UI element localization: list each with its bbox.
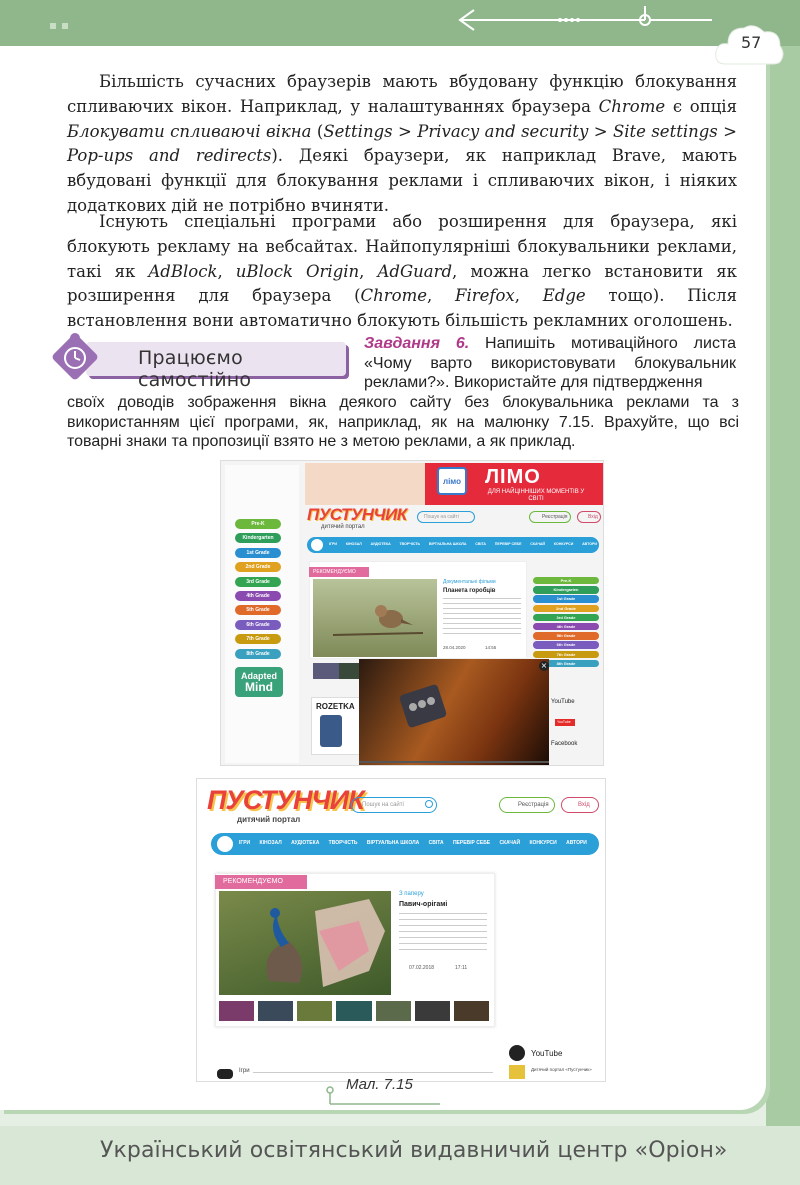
youtube-label: YouTube (531, 1049, 563, 1058)
nav-item[interactable]: ТВОРЧІСТЬ (328, 840, 358, 846)
text-run: , (427, 286, 455, 306)
ad-brand: ЛІМО (485, 466, 541, 488)
article-title[interactable]: Павич-орігамі (399, 901, 448, 908)
text-run: uBlock Origin (235, 261, 360, 281)
nav-item[interactable]: АУДІОТЕКА (291, 840, 320, 846)
article-time: 17:11 (455, 965, 468, 971)
nav-item[interactable]: СВІТА (475, 542, 487, 546)
thumbnail[interactable] (258, 1001, 293, 1021)
games-divider (253, 1072, 493, 1073)
text-run: AdBlock (148, 261, 218, 281)
puzzle-clock-icon (48, 332, 104, 384)
screenshot-with-ads (220, 460, 604, 766)
nav-item[interactable]: ПЕРЕВІР СЕБЕ (452, 840, 491, 846)
arrow-decoration-icon (450, 4, 720, 32)
nav-item[interactable]: АВТОРИ (566, 840, 587, 846)
task-text-top (364, 334, 736, 393)
grade-button[interactable]: 5th Grade (235, 605, 281, 615)
site-logo-subtitle: дитячий портал (237, 815, 301, 824)
close-icon[interactable]: × (540, 661, 548, 670)
self-work-badge (48, 332, 348, 391)
nav-item[interactable]: ПЕРЕВІР СЕБЕ (494, 542, 522, 546)
article-excerpt-lines (399, 913, 487, 953)
nav-item[interactable]: КІНОЗАЛ (259, 840, 282, 846)
text-run: Firefox (455, 286, 515, 306)
nav-item[interactable]: АВТОРИ (582, 542, 597, 546)
right-band (766, 46, 800, 1126)
youtube-subscribe-button[interactable]: YouTube (555, 719, 575, 726)
text-run: Більшість сучасних браузерів мають вбудовану функцію блокування спливаючих вікон. Наприклад, у налаштуваннях браузера (67, 72, 737, 116)
nav-item[interactable]: ТВОРЧІСТЬ (399, 542, 421, 546)
grade-button[interactable]: 3rd Grade (235, 577, 281, 587)
task-title: Завдання 6. (364, 335, 470, 352)
nav-item[interactable]: КОНКУРСИ (553, 542, 574, 546)
home-icon[interactable] (311, 539, 323, 551)
text-run: , (217, 261, 236, 281)
text-run: Блокувати спливаючі вікна (67, 121, 312, 141)
text-run: , (514, 286, 543, 306)
phone-in-hand-icon (395, 683, 455, 735)
text-run: Edge (542, 286, 586, 306)
thumbnail[interactable] (454, 1001, 489, 1021)
grade-button[interactable]: 8th Grade (533, 660, 599, 667)
text-run: ). Деякі браузери, як наприклад Brave, мають вбудовані функції для блокування реклами і спливаючих вікон, і ніяких додаткових дій не потрібно вчиняти. (67, 146, 737, 215)
ad-slogan: ДЛЯ НАЙЦІННІШИХ МОМЕНТІВ У СВІТІ (487, 489, 585, 502)
publisher-footer: Український освітянський видавничий центр «Оріон» (100, 1138, 728, 1163)
site-nav (211, 833, 599, 855)
paragraph-ad-blockers (67, 210, 737, 334)
sparrow-image-icon (313, 579, 437, 657)
nav-item[interactable]: СВІТА (428, 840, 444, 846)
grade-button[interactable]: 5th Grade (533, 632, 599, 639)
thumbnail[interactable] (339, 663, 359, 679)
text-run: Settings > Privacy and security > Site settings > Pop-ups and redirects (67, 121, 738, 166)
text-run: AdGuard (377, 261, 453, 281)
sparrow-photo[interactable] (313, 579, 437, 657)
article-date: 28.04.2020 (443, 645, 466, 650)
grade-button[interactable]: 1st Grade (235, 548, 281, 558)
nav-item[interactable]: ІГРИ (329, 542, 338, 546)
badge-label: Працюємо самостійно (138, 347, 252, 391)
screenshot-without-ads (196, 778, 606, 1082)
rozetka-ad[interactable]: ROZETKA (311, 697, 363, 755)
task-text-bottom: своїх доводів зображення вікна деякого сайту без блокувальника реклами та з використанням цієї програми, як, наприклад, як на малюнку 7.15. Врахуйте, що всі товарні знаки та пропозиції взято не з метою реклами, а як приклад. (67, 394, 739, 450)
article-date: 07.02.2018 (409, 965, 435, 971)
peacock-photo[interactable] (219, 891, 391, 995)
site-nav (307, 537, 599, 553)
grade-button[interactable]: 6th Grade (235, 620, 281, 630)
site-logo-subtitle: дитячий портал (321, 524, 365, 530)
grade-button[interactable]: 6th Grade (533, 641, 599, 648)
grade-button[interactable]: 7th Grade (533, 651, 599, 658)
home-icon[interactable] (217, 836, 233, 852)
grades-left-list (235, 519, 283, 663)
article-category[interactable]: Документальні фільми (443, 579, 496, 585)
recommended-label: РЕКОМЕНДУЄМО (215, 875, 307, 889)
ad-banner-left-art (305, 463, 425, 505)
video-progress[interactable] (359, 761, 549, 763)
youtube-label: YouTube (551, 699, 575, 705)
facebook-label: Facebook (551, 741, 578, 747)
search-icon[interactable] (425, 800, 433, 808)
grade-button[interactable]: Kindergarten (235, 533, 281, 543)
login-button[interactable]: Вхід (561, 797, 599, 813)
globe-icon (509, 1045, 525, 1061)
nav-item[interactable]: СКАЧАЙ (499, 840, 521, 846)
register-button[interactable]: Реєстрація (529, 511, 571, 523)
search-input[interactable]: Пошук на сайті (417, 511, 475, 523)
figure-caption: Мал. 7.15 (346, 1076, 413, 1093)
text-run: , (359, 261, 378, 281)
text-run: ( (311, 121, 324, 141)
thumbnail-strip (219, 1001, 489, 1021)
grade-button[interactable]: Pre-K (533, 577, 599, 584)
nav-item[interactable]: СКАЧАЙ (530, 542, 546, 546)
text-run: тощо). Після встановлення вони автоматично блокують більшість рекламних оголошень. (67, 286, 737, 331)
task-text-a: Напишіть мотиваційного листа «Чому варто використовувати блокувальник реклами?». Використайте для підтвердження (364, 335, 736, 391)
site-logo[interactable]: ПУСТУНЧИК (307, 505, 407, 524)
phone-image (320, 715, 342, 747)
grade-button[interactable]: 2nd Grade (235, 562, 281, 572)
youtube-channel-name[interactable]: Дитячий портал «Пустунчик» (531, 1067, 592, 1072)
nav-item[interactable]: ІГРИ (239, 840, 251, 846)
nav-item[interactable]: АУДІОТЕКА (370, 542, 391, 546)
video-popup-ad[interactable] (359, 659, 549, 765)
page-number: 57 (741, 33, 762, 52)
nav-item[interactable]: КОНКУРСИ (529, 840, 557, 846)
grade-button[interactable]: 8th Grade (235, 649, 281, 659)
nav-items (329, 542, 597, 546)
login-button[interactable]: Вхід (577, 511, 601, 523)
nav-items (239, 840, 587, 846)
youtube-channel-avatar[interactable] (509, 1065, 525, 1079)
recommended-label: РЕКОМЕНДУЄМО (309, 567, 369, 577)
grade-button[interactable]: 1st Grade (533, 595, 599, 602)
grade-button[interactable]: 7th Grade (235, 634, 281, 644)
games-label: Ігри (239, 1068, 250, 1074)
ad-banner[interactable] (305, 463, 603, 505)
text-run: Chrome (360, 286, 427, 306)
grade-button[interactable]: Kindergarten (533, 586, 599, 593)
site-logo[interactable]: ПУСТУНЧИК (207, 785, 364, 815)
thumbnail[interactable] (376, 1001, 411, 1021)
article-category[interactable]: З паперу (399, 891, 424, 897)
paragraph-popup-blocking (67, 70, 737, 219)
grade-button[interactable]: 4th Grade (235, 591, 281, 601)
text-run: Існують спеціальні програми або розширення для браузера, які блокують рекламу на вебсайтах. Найпопулярніші блокувальники реклами, такі як (67, 212, 737, 281)
article-excerpt-lines (443, 598, 521, 638)
article-title[interactable]: Планета горобців (443, 588, 496, 594)
grade-button[interactable]: 3rd Grade (533, 614, 599, 621)
grade-button[interactable]: Pre-K (235, 519, 281, 529)
text-run: Chrome (598, 96, 666, 116)
top-dots-decoration (50, 14, 80, 20)
article-time: 14:55 (485, 645, 497, 650)
thumbnail[interactable] (297, 1001, 332, 1021)
grade-button[interactable]: 4th Grade (533, 623, 599, 630)
thumbnail[interactable] (219, 1001, 254, 1021)
gamepad-icon (217, 1069, 233, 1079)
text-run: , можна легко встановити як розширення для браузера ( (67, 261, 737, 306)
ad-pack-image: лімо (437, 467, 467, 495)
search-input[interactable]: Пошук на сайті (351, 797, 437, 813)
thumbnail[interactable] (336, 1001, 371, 1021)
register-button[interactable]: Реєстрація (499, 797, 555, 813)
adapted-mind-logo: Adapted Mind (235, 667, 283, 697)
grades-right-list (533, 577, 601, 669)
nav-item[interactable]: КІНОЗАЛ (345, 542, 362, 546)
nav-item[interactable]: ВІРТУАЛЬНА ШКОЛА (428, 542, 467, 546)
peacock-image-icon (219, 891, 391, 995)
grade-button[interactable]: 2nd Grade (533, 605, 599, 612)
text-run: є опція (665, 96, 737, 116)
nav-item[interactable]: ВІРТУАЛЬНА ШКОЛА (366, 840, 420, 846)
thumbnail[interactable] (415, 1001, 450, 1021)
